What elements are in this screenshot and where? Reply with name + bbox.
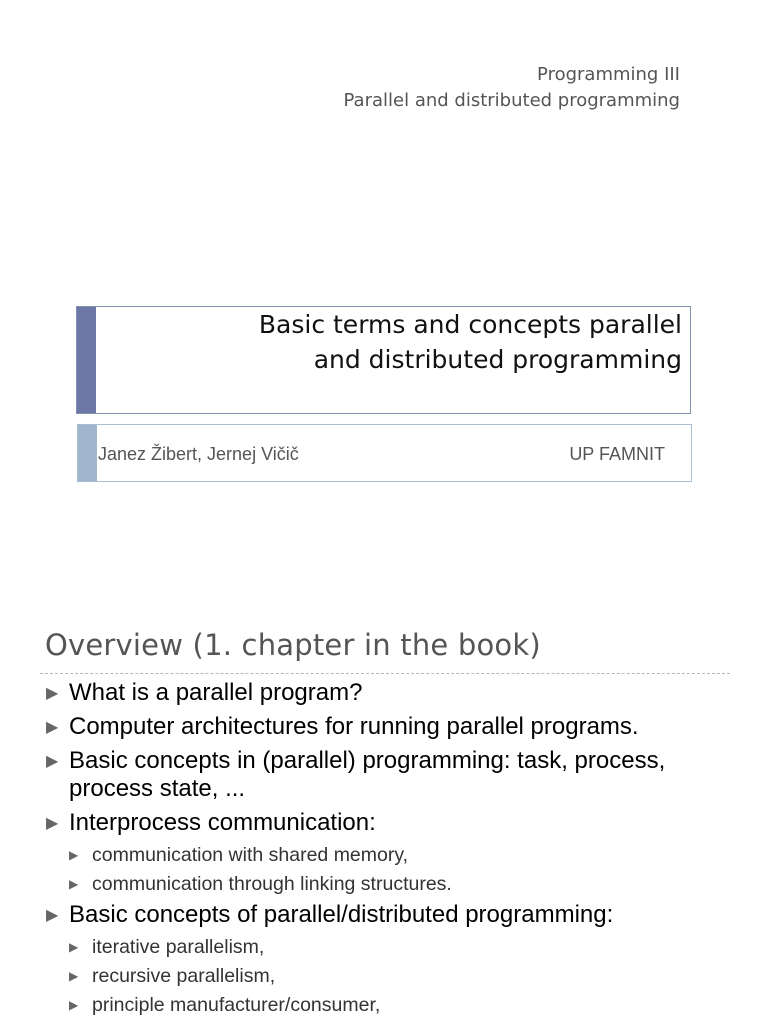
list-item-text: communication through linking structures. [92, 873, 452, 895]
title-accent-bar [77, 307, 96, 413]
triangle-right-icon: ▶ [46, 815, 59, 832]
overview-list [46, 679, 726, 1022]
author-accent-bar [78, 425, 97, 481]
list-item-text: What is a parallel program? [69, 679, 363, 706]
triangle-right-icon: ▶ [46, 753, 59, 770]
triangle-right-icon: ▶ [69, 969, 79, 983]
course-name: Programming III [537, 64, 680, 85]
list-item [46, 747, 726, 803]
title-box [76, 306, 691, 414]
overview-title: Overview (1. chapter in the book) [45, 628, 541, 662]
triangle-right-icon: ▶ [69, 940, 79, 954]
sub-list-item [46, 964, 726, 988]
slide-title [259, 307, 682, 377]
list-item-text: Interprocess communication: [69, 809, 376, 836]
course-subtitle: Parallel and distributed programming [343, 90, 680, 111]
list-item-text: Basic concepts in (parallel) programming: task, process, process state, ... [69, 747, 666, 802]
slide-title-line-2: and distributed programming [313, 345, 682, 374]
slide-title-line-1: Basic terms and concepts parallel [258, 310, 682, 339]
list-item-text: recursive parallelism, [92, 965, 276, 987]
triangle-right-icon: ▶ [46, 907, 59, 924]
list-item-text: Computer architectures for running parallel programs. [69, 713, 639, 740]
author-box [77, 424, 692, 482]
triangle-right-icon: ▶ [69, 998, 79, 1012]
list-item [46, 679, 726, 707]
list-item-text: principle manufacturer/consumer, [92, 994, 381, 1016]
list-item [46, 713, 726, 741]
list-item-text: iterative parallelism, [92, 936, 265, 958]
list-item [46, 809, 726, 837]
list-item-text: Basic concepts of parallel/distributed programming: [69, 901, 614, 928]
triangle-right-icon: ▶ [69, 877, 79, 891]
sub-list-item [46, 872, 726, 896]
list-item-text: communication with shared memory, [92, 844, 409, 866]
overview-divider [40, 673, 730, 674]
triangle-right-icon: ▶ [46, 719, 59, 736]
list-item [46, 901, 726, 929]
triangle-right-icon: ▶ [69, 848, 79, 862]
sub-list-item [46, 993, 726, 1017]
sub-list-item [46, 935, 726, 959]
affiliation: UP FAMNIT [569, 444, 665, 464]
triangle-right-icon: ▶ [46, 685, 59, 702]
course-header [344, 62, 680, 114]
authors: Janez Žibert, Jernej Vičič [98, 444, 299, 464]
sub-list-item [46, 843, 726, 867]
